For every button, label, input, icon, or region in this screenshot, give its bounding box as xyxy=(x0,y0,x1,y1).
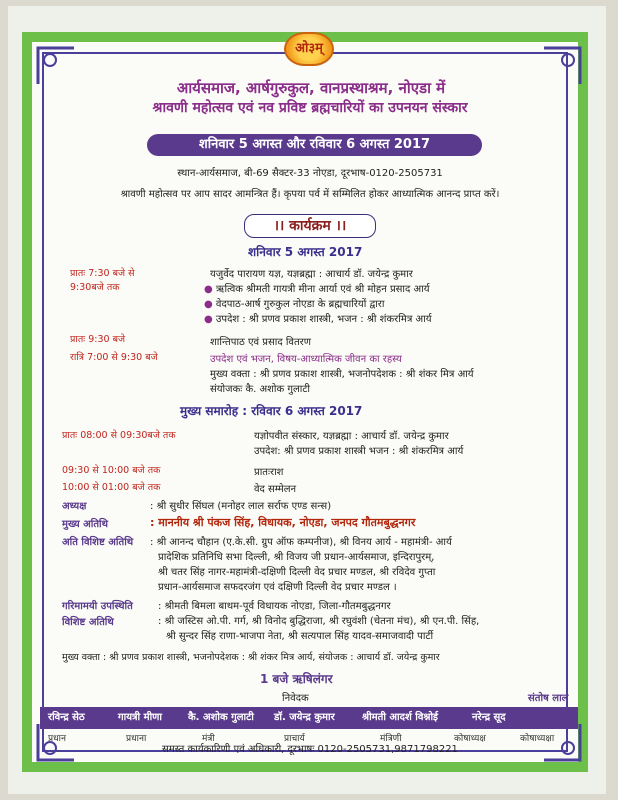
organizer-name: नरेन्द्र सूद xyxy=(472,712,506,723)
day1-time-3: रात्रि 7:00 से 9:30 बजे xyxy=(70,352,158,363)
dignified-value: : श्रीमती बिमला बाथम-पूर्व विधायक नोएडा, जिला-गौतमबुद्धनगर xyxy=(158,601,391,612)
organizer-name: डॉ. जयेन्द्र कुमार xyxy=(274,712,335,723)
organizer-name: रविन्द्र सेठ xyxy=(48,712,85,723)
organizer-role: मंत्रिणी xyxy=(380,734,402,744)
chief-guest-value: : माननीय श्री पंकज सिंह, विधायक, नोएडा, जनपद गौतमबुद्धनगर xyxy=(150,516,416,529)
organizer-name: गायत्री मीणा xyxy=(118,712,163,723)
day1-item: ● ऋत्विक श्रीमती गायत्री मीना आर्या एवं श्री मोहन प्रसाद आर्य xyxy=(204,284,430,295)
invitation-line: श्रावणी महोत्सव पर आप सादर आमन्त्रित हैं। कृपया पर्व में सम्मिलित होकर आध्यात्मिक आनन्द प्राप्त करें। xyxy=(120,189,500,200)
day1-time-1b: 9:30बजे तक xyxy=(70,282,120,293)
special-guest-line: श्री चतर सिंह नागर-महामंत्री-दक्षिणी दिल्ली वेद प्रचार मण्डल, श्री रविदेव गुप्ता xyxy=(158,567,436,578)
day2-time-1: प्रातः 08:00 से 09:30बजे तक xyxy=(62,430,176,441)
nivedak-label: निवेदक xyxy=(282,693,309,704)
special-guest-label: अति विशिष्ट अतिथि xyxy=(62,537,134,548)
special-guest-line: : श्री आनन्द चौहान (ए.के.सी. ग्रुप ऑफ कम्पनीज), श्री विनय आर्य - महामंत्री- आर्य xyxy=(150,537,452,548)
organizer-name: संतोष लाल xyxy=(528,693,569,704)
organizers-band xyxy=(40,707,578,729)
day2-item: उपदेश: श्री प्रणव प्रकाश शास्त्री भजन : श्री शंकरमित्र आर्य xyxy=(254,446,464,457)
day2-heading: मुख्य समारोह : रविवार 6 अगस्त 2017 xyxy=(180,404,363,418)
day1-item: ● वेदपाठ-आर्ष गुरुकुल नोएडा के ब्रह्मचारियों द्वारा xyxy=(204,299,385,310)
program-heading: ।। कार्यक्रम ।। xyxy=(244,214,376,238)
vishisht-line: : श्री जस्टिस ओ.पी. गर्ग, श्री विनोद बुद्धिराजा, श्री रघुवंशी (चेतना मंच), श्री एन.पी. सिंह, xyxy=(158,616,480,627)
organizer-role: कोषाध्यक्ष xyxy=(454,734,486,744)
day1-item: मुख्य वक्ता : श्री प्रणव प्रकाश शास्त्री, भजनोपदेशक : श्री शंकर मित्र आर्य xyxy=(210,369,474,380)
day1-item: यजुर्वेद पारायण यज्ञ, यज्ञब्रह्मा : आचार्य डॉ. जयेन्द्र कुमार xyxy=(210,269,413,280)
day1-item: शान्तिपाठ एवं प्रसाद वितरण xyxy=(210,337,311,348)
footer-contact: समस्त कार्यकारिणी एवं अधिकारी, दूरभाषः 0120-2505731,9871798221 xyxy=(162,744,458,755)
day2-item: प्रातःराश xyxy=(254,467,284,478)
organizer-role: कोषाध्यक्षा xyxy=(520,734,555,744)
organizer-name: श्रीमती आदर्श विश्नोई xyxy=(362,712,438,723)
organizer-role: प्राचार्य xyxy=(284,734,305,744)
lunch-line: 1 बजे ऋषिलंगर xyxy=(260,672,333,686)
dignified-label: गरिमामयी उपस्थिति xyxy=(62,601,133,612)
corner-ornament-icon xyxy=(36,46,76,86)
chief-guest-label: मुख्य अतिथि xyxy=(62,519,109,530)
day1-time-2: प्रातः 9:30 बजे xyxy=(70,334,126,345)
day2-time-3: 10:00 से 01:00 बजे तक xyxy=(62,482,161,493)
day1-item: ● उपदेश : श्री प्रणव प्रकाश शास्त्री, भजन : श्री शंकरमित्र आर्य xyxy=(204,314,432,325)
date-band: शनिवार 5 अगस्त और रविवार 6 अगस्त 2017 xyxy=(147,134,482,156)
day2-item: यज्ञोपवीत संस्कार, यज्ञब्रह्मा : आचार्य डॉ. जयेन्द्र कुमार xyxy=(254,431,449,442)
venue-line: स्थान-आर्यसमाज, बी-69 सैक्टर-33 नोएडा, दूरभाष-0120-2505731 xyxy=(177,168,443,179)
title-line-2: श्रावणी महोत्सव एवं नव प्रविष्ट ब्रह्मचारियों का उपनयन संस्कार xyxy=(152,100,468,116)
organizer-role: प्रधाना xyxy=(126,734,147,744)
day2-time-2: 09:30 से 10:00 बजे तक xyxy=(62,465,161,476)
organizer-role: प्रधान xyxy=(48,734,66,744)
day1-item: उपदेश एवं भजन, विषय-आध्यात्मिक जीवन का रहस्य xyxy=(210,354,402,365)
president-label: अध्यक्ष xyxy=(62,501,87,512)
president-value: : श्री सुधीर सिंघल (मनोहर लाल सर्राफ एण्ड सन्स) xyxy=(150,501,332,512)
title-line-1: आर्यसमाज, आर्षगुरुकुल, वानप्रस्थाश्रम, नोएडा में xyxy=(176,79,446,97)
special-guest-line: प्रधान-आर्यसमाज सफदरजंग एवं दक्षिणी दिल्ली वेद प्रचार मण्डल । xyxy=(158,582,397,593)
vishisht-line: श्री सुन्दर सिंह राणा-भाजपा नेता, श्री सत्यपाल सिंह यादव-समाजवादी पार्टी xyxy=(166,631,434,642)
om-logo: ओ३म् xyxy=(284,32,334,66)
day1-item: संयोजकः कै. अशोक गुलाटी xyxy=(210,384,311,395)
organizer-name: कै. अशोक गुलाटी xyxy=(188,712,254,723)
main-speaker-line: मुख्य वक्ता : श्री प्रणव प्रकाश शास्त्री, भजनोपदेशक : श्री शंकर मित्र आर्य, संयोजक : आचार्य डॉ. जयेन्द्र कुमार xyxy=(62,652,440,663)
day1-heading: शनिवार 5 अगस्त 2017 xyxy=(248,245,363,259)
organizer-role: मंत्री xyxy=(202,734,215,744)
corner-ornament-icon xyxy=(542,46,582,86)
day2-item: वेद सम्मेलन xyxy=(254,484,297,495)
day1-time-1: प्रातः 7:30 बजे से xyxy=(70,268,135,279)
special-guest-line: प्रादेशिक प्रतिनिधि सभा दिल्ली, श्री विजय जी प्रधान-आर्यसमाज, इन्दिरापुरम्, xyxy=(158,552,435,563)
vishisht-label: विशिष्ट अतिथि xyxy=(62,617,114,628)
